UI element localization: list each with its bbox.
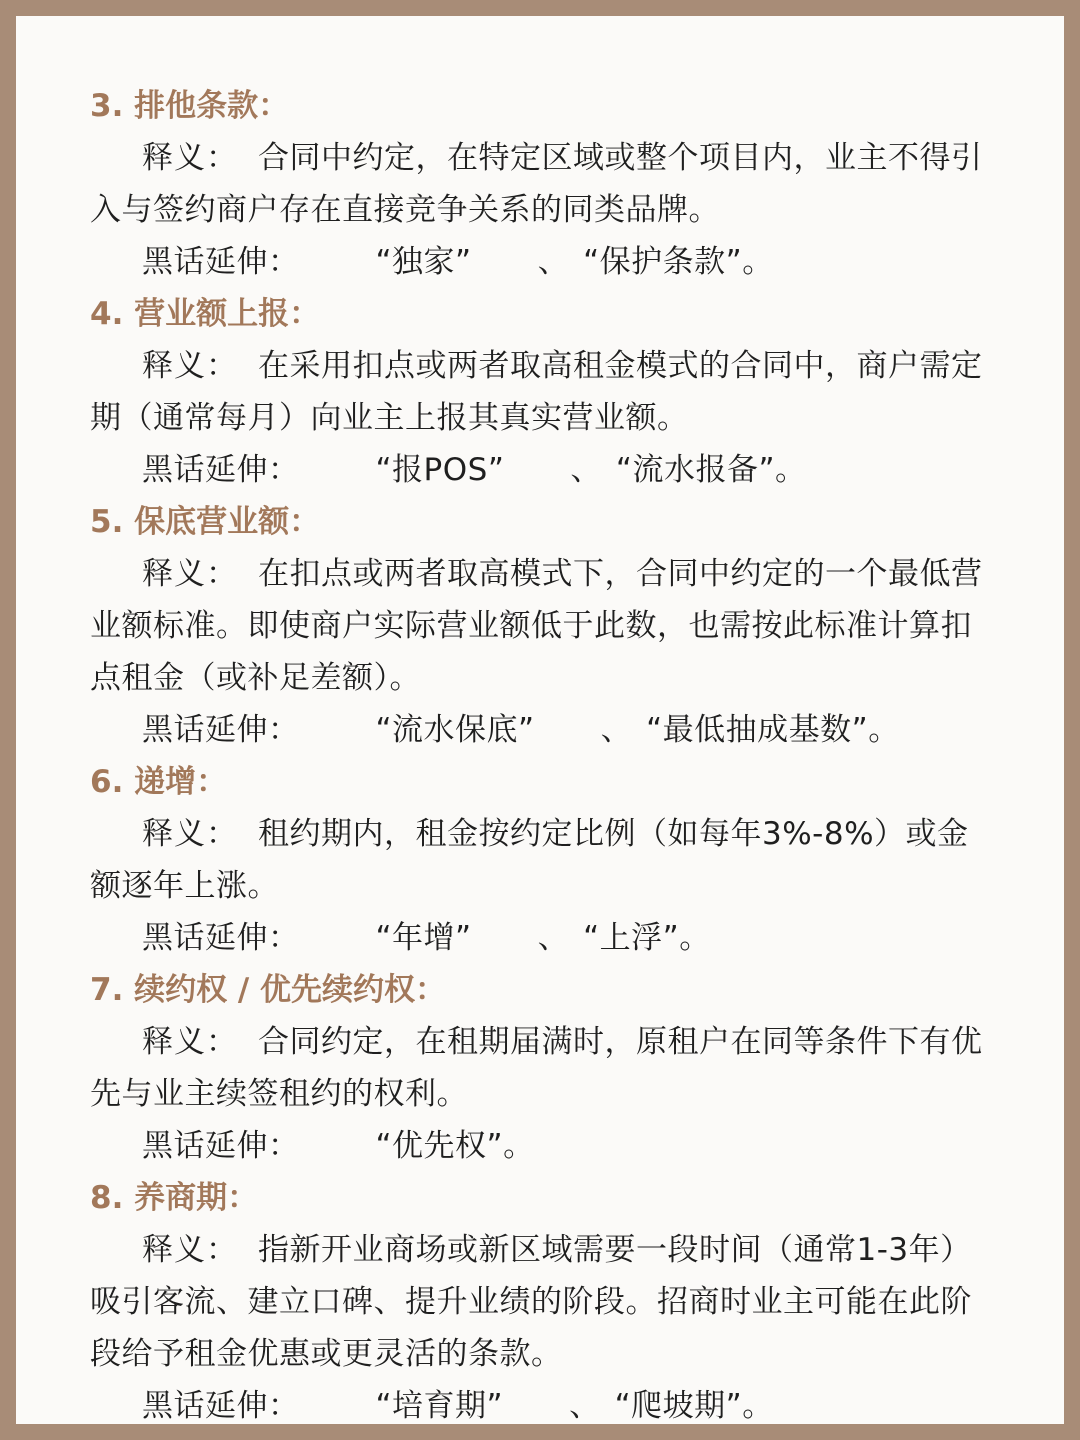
definition-text: 合同约定，在租期届满时，原租户在同等条件下有优先与业主续签租约的权利。 <box>90 1024 983 1112</box>
term-definition <box>90 340 1000 444</box>
slang-separator: 、 <box>600 712 633 748</box>
slang-label: 黑话延伸： <box>142 1388 300 1424</box>
slang-item: “年增” <box>375 920 472 956</box>
term-title: 4. 营业额上报： <box>90 296 321 332</box>
term-slang <box>90 1120 1000 1172</box>
definition-text: 在扣点或两者取高模式下，合同中约定的一个最低营业额标准。即使商户实际营业额低于此数，也需按此标准计算扣点租金（或补足差额）。 <box>90 556 983 696</box>
slang-label: 黑话延伸： <box>142 452 300 488</box>
term-title: 3. 排他条款： <box>90 88 290 124</box>
slang-item: “上浮” <box>583 920 680 956</box>
slang-item: “报POS” <box>375 452 505 488</box>
slang-label: 黑话延伸： <box>142 1128 300 1164</box>
slang-end: 。 <box>503 1128 535 1164</box>
slang-label: 黑话延伸： <box>142 712 300 748</box>
term-sales-reporting <box>90 288 1000 496</box>
term-incubation-period <box>90 1172 1000 1432</box>
definition-label: 释义： <box>142 1232 238 1268</box>
term-slang <box>90 912 1000 964</box>
definition-text: 合同中约定，在特定区域或整个项目内，业主不得引入与签约商户存在直接竞争关系的同类品牌。 <box>90 140 983 228</box>
term-definition <box>90 1016 1000 1120</box>
slang-label: 黑话延伸： <box>142 920 300 956</box>
definition-text: 指新开业商场或新区域需要一段时间（通常1-3年）吸引客流、建立口碑、提升业绩的阶段。招商时业主可能在此阶段给予租金优惠或更灵活的条款。 <box>90 1232 972 1372</box>
term-title: 5. 保底营业额： <box>90 504 321 540</box>
definition-label: 释义： <box>142 348 238 384</box>
term-renewal-right <box>90 964 1000 1172</box>
slang-end: 。 <box>775 452 807 488</box>
term-slang <box>90 236 1000 288</box>
slang-item: “培育期” <box>375 1388 504 1424</box>
term-slang <box>90 1380 1000 1432</box>
slang-item: “保护条款” <box>583 244 743 280</box>
term-definition <box>90 808 1000 912</box>
term-escalation <box>90 756 1000 964</box>
definition-label: 释义： <box>142 1024 238 1060</box>
slang-item: “最低抽成基数” <box>646 712 869 748</box>
slang-separator: 、 <box>569 1388 601 1424</box>
slang-item: “优先权” <box>375 1128 504 1164</box>
page-card <box>16 16 1064 1424</box>
term-title: 8. 养商期： <box>90 1180 259 1216</box>
slang-separator: 、 <box>570 452 602 488</box>
definition-text: 在采用扣点或两者取高租金模式的合同中，商户需定期（通常每月）向业主上报其真实营业额。 <box>90 348 983 436</box>
term-slang <box>90 704 1000 756</box>
term-definition <box>90 132 1000 236</box>
term-title: 7. 续约权 / 优先续约权： <box>90 972 447 1008</box>
term-minimum-sales <box>90 496 1000 756</box>
slang-separator: 、 <box>537 920 570 956</box>
term-definition <box>90 1224 1000 1380</box>
slang-item: “爬坡期” <box>614 1388 743 1424</box>
definition-label: 释义： <box>142 816 238 852</box>
slang-label: 黑话延伸： <box>142 244 300 280</box>
slang-end: 。 <box>742 244 774 280</box>
slang-item: “流水保底” <box>375 712 535 748</box>
slang-item: “独家” <box>375 244 472 280</box>
glossary-list <box>90 80 1000 1432</box>
slang-item: “流水报备” <box>615 452 776 488</box>
term-exclusivity <box>90 80 1000 288</box>
slang-end: 。 <box>868 712 900 748</box>
definition-label: 释义： <box>142 140 238 176</box>
term-title: 6. 递增： <box>90 764 228 800</box>
definition-label: 释义： <box>142 556 238 592</box>
slang-separator: 、 <box>537 244 570 280</box>
definition-text: 租约期内，租金按约定比例（如每年3%-8%）或金额逐年上涨。 <box>90 816 969 904</box>
term-definition <box>90 548 1000 704</box>
slang-end: 。 <box>742 1388 774 1424</box>
term-slang <box>90 444 1000 496</box>
slang-end: 。 <box>679 920 711 956</box>
